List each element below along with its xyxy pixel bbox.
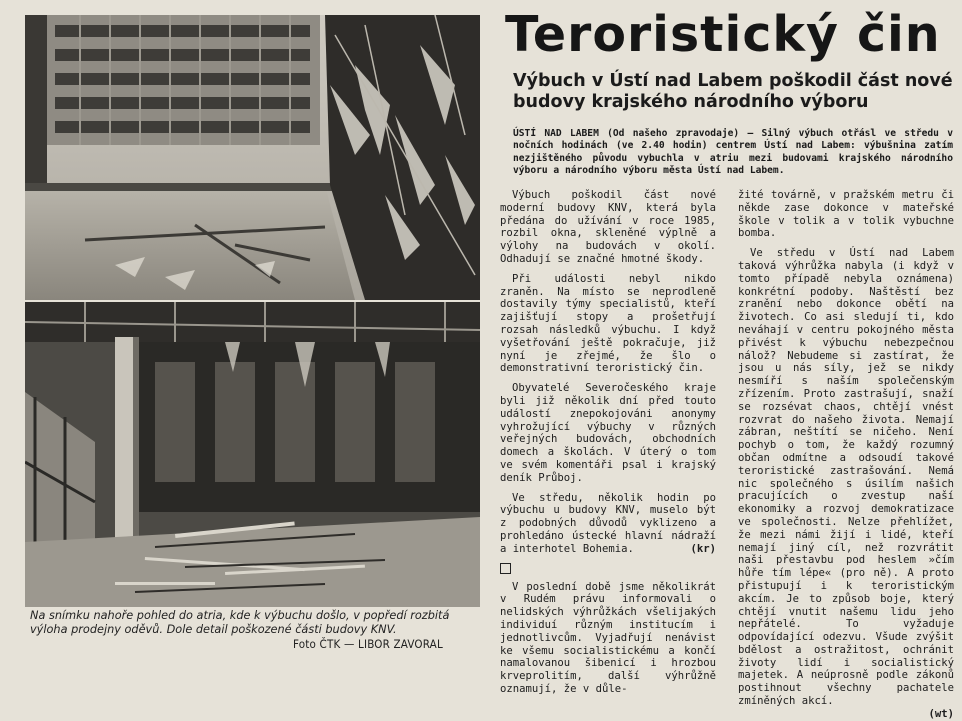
paragraph: žité továrně, v pražském metru či někde zase dokonce v mateřské škole v tolik a v tolik vybuchne bomba. <box>738 189 954 240</box>
photo-caption: Na snímku nahoře pohled do atria, kde k výbuchu došlo, v popředí rozbitá výloha prodejny oděvů. Dole detail poškozené části budovy KNV. <box>30 609 450 636</box>
author-signature: (kr) <box>690 542 716 555</box>
photo-atrium-image <box>25 15 480 300</box>
paragraph: Při události nebyl nikdo zraněn. Na místo se neprodleně dostavily týmy specialistů, kteří zajišťují stopy a prošetřují rozsah následků výbuchu. I když vyšetřování ještě pokračuje, již nyní je zřejmé, že šlo o demonstrativní teroristický čin. <box>500 272 716 375</box>
section-divider <box>500 563 511 574</box>
paragraph-text: Ve středu, několik hodin po výbuchu u budovy KNV, muselo být z podobných důvodů vyklizeno a prohledáno ústecké hlavní nádraží a interhotel Bohemia. <box>500 491 716 555</box>
paragraph: Výbuch poškodil část nové moderní budovy KNV, která byla předána do užívání v roce 1985, rozbil okna, skleněné výplně a výlohy na budovách v okolí. Odhadují se značné hmotné škody. <box>500 189 716 265</box>
article-headline: Teroristický čin <box>505 6 941 63</box>
photo-atrium <box>25 15 480 300</box>
article-lead: ÚSTÍ NAD LABEM (Od našeho zpravodaje) — Silný výbuch otřásl ve středu v nočních hodinách (ve 2.40 hodin) centrem Ústí nad Labem: výbušnina zatím nezjištěného původu vybuchla v atriu mezi budovami krajského národního výboru a národního výboru města Ústí nad Labem. <box>513 128 953 177</box>
paragraph <box>500 492 716 556</box>
photo-credit: Foto ČTK — LIBOR ZAVORAL <box>293 637 443 651</box>
photo-damaged-building <box>25 302 480 607</box>
article-subheadline: Výbuch v Ústí nad Labem poškodil část nové budovy krajského národního výboru <box>513 71 953 112</box>
article-column-left <box>500 189 716 703</box>
paragraph-text: Ve středu v Ústí nad Labem taková výhrůžka nabyla (i když v tomto případě nebyla oznámena) konkrétní podoby. Naštěstí bez zranění nebo dokonce obětí na životech. Co asi sledují ti, kdo neváhají v centru pokojného města přivést k výbuchu nebezpečnou nálož? Nebudeme si zastírat, že jsou u nás síly, jež se nikdy nesmíří s naším společenským zřízením. Proto zastrašují, snaží se rozsévat chaos, chtějí vnést rozvrat do našeho života. Nemají zábran, neštítí se ničeho. Není pochyb o tom, že každý rozumný občan odmítne a odsoudí takové teroristické zastrašování. Nemá nic společného s úsilím našich pracujících o zvestup naší ekonomiky a rozvoj demokratizace ve společnosti. Nelze přehlížet, že mezi námi žijí i lidé, kteří nemají jiný cíl, než rozvrátit naši přestavbu pod heslem »čím hůře tím lépe« (pro ně). A proto přistupují i k teroristickým akcím. Je to způsob boje, který chtějí vnutit našemu lidu jeho nepřátelé. To vyžaduje odpovídající odezvu. Všude zvýšit bdělost a ostražitost, ochránit životy lidí i socialistický majetek. A neúprosně podle zákonů postihnout všechny pachatele zmíněných akcí. <box>738 247 954 708</box>
paragraph <box>738 247 954 720</box>
photo-damaged-building-image <box>25 302 480 607</box>
author-signature: (wt) <box>928 707 954 720</box>
article-column-right <box>738 189 954 721</box>
paragraph: V poslední době jsme několikrát v Rudém právu informovali o nelidských výhrůžkách všelijakých individuí různým institucím i jednotlivcům. Vyjadřují nenávist ke všemu socialistickému a končí namalovanou šibenicí i hrozbou krveprolitím, další výhrůžně oznamují, že v důle- <box>500 580 716 695</box>
paragraph: Obyvatelé Severočeského kraje byli již několik dní před touto událostí znepokojováni anonymy vyhrožující výbuchy v různých veřejných budovách, obchodních domech a školách. V úterý o tom ve svém komentáři psal i krajský deník Průboj. <box>500 382 716 484</box>
